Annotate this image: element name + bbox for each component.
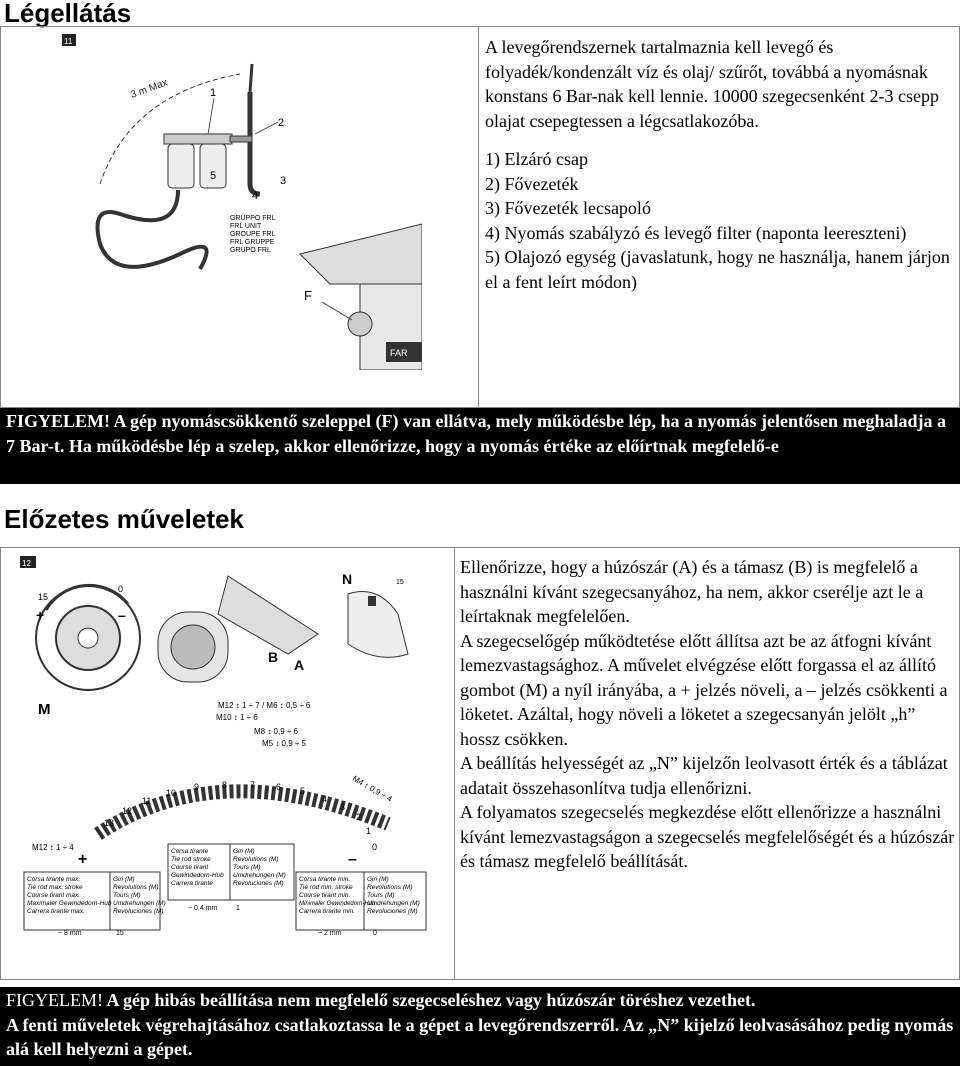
- warning-text: A fenti műveletek végrehajtásához csatlakoztassa le a gépet a levegőrendszerről. Az „N” kijelző leolvasásához pedig nyomás alá kell helyezni a gépet.: [6, 1014, 954, 1059]
- figure-number: 12: [22, 559, 31, 568]
- svg-text:Revolutions (M): Revolutions (M): [113, 884, 159, 891]
- svg-text:Giri (M): Giri (M): [367, 876, 389, 883]
- svg-text:3: 3: [280, 175, 287, 187]
- letter-n: N: [342, 571, 353, 587]
- svg-text:Umdrehungen (M): Umdrehungen (M): [113, 900, 166, 907]
- svg-text:Tie rod min. stroke: Tie rod min. stroke: [299, 884, 353, 891]
- preparation-paragraph: A folyamatos szegecselés megkezdése előtt ellenőrizze a használni kívánt lemezvastagságon a szegecselés megfelelőségét és a húzószár és támasz megfelelő beállítását.: [460, 802, 955, 871]
- svg-text:GRUPPO FRL: GRUPPO FRL: [230, 215, 276, 222]
- svg-text:3 m Max: 3 m Max: [129, 77, 170, 101]
- svg-text:Tours (M): Tours (M): [233, 864, 261, 871]
- list-item: 1) Elzáró csap: [485, 149, 588, 169]
- svg-text:B: B: [268, 649, 279, 665]
- svg-text:Umdrehungen (M): Umdrehungen (M): [233, 872, 286, 879]
- svg-text:0: 0: [372, 842, 378, 852]
- svg-text:A: A: [294, 657, 305, 673]
- svg-text:M10 ↕ 1 ÷ 6: M10 ↕ 1 ÷ 6: [216, 713, 258, 722]
- svg-text:M12 ↕ 1 ÷ 7 / M6 ↕ 0,5 ÷ 6: M12 ↕ 1 ÷ 7 / M6 ↕ 0,5 ÷ 6: [218, 701, 311, 710]
- svg-text:0: 0: [118, 584, 124, 594]
- list-item: 2) Fővezeték: [485, 173, 579, 194]
- svg-text:M4 ↕ 0,9 ÷ 4: M4 ↕ 0,9 ÷ 4: [351, 773, 394, 804]
- svg-text:12: 12: [122, 806, 133, 816]
- svg-text:FAR: FAR: [390, 348, 408, 358]
- svg-text:Revoluciones (M): Revoluciones (M): [113, 908, 164, 915]
- panel-divider: [454, 547, 455, 980]
- svg-text:Tours (M): Tours (M): [367, 892, 395, 899]
- figure-11-air-line: [60, 34, 422, 370]
- list-item: 5) Olajozó egység (javaslatunk, hogy ne használja, hanem járjon el a fent leírt módon): [485, 247, 950, 292]
- svg-text:Revolutions (M): Revolutions (M): [233, 856, 279, 863]
- svg-text:Carrera tirante: Carrera tirante: [171, 880, 213, 887]
- svg-text:10: 10: [166, 788, 177, 798]
- svg-text:~ 8 mm: ~ 8 mm: [58, 930, 82, 937]
- svg-text:4: 4: [252, 190, 259, 202]
- svg-text:2: 2: [278, 117, 285, 129]
- svg-text:6: 6: [276, 782, 282, 792]
- svg-text:Revoluciones (M): Revoluciones (M): [233, 880, 284, 887]
- svg-text:9: 9: [194, 782, 200, 792]
- svg-text:11: 11: [142, 796, 152, 806]
- svg-text:1: 1: [366, 826, 372, 836]
- svg-text:Umdrehungen (M): Umdrehungen (M): [367, 900, 420, 907]
- preparation-paragraph: Ellenőrizze, hogy a húzószár (A) és a támasz (B) is megfelelő a használni kívánt szegecsanyához, ha nem, akkor cserélje azt le a leírtaknak megfelelően.: [460, 557, 924, 626]
- svg-text:GROUPE FRL: GROUPE FRL: [230, 231, 276, 238]
- svg-text:15: 15: [116, 930, 124, 937]
- svg-text:+: +: [78, 851, 88, 868]
- figure-number: 11: [64, 37, 73, 46]
- svg-text:M5 ↕ 0,9 ÷ 5: M5 ↕ 0,9 ÷ 5: [262, 739, 306, 748]
- svg-text:1: 1: [210, 87, 217, 99]
- preparation-text: [460, 555, 955, 874]
- svg-text:5: 5: [300, 786, 306, 796]
- svg-text:Course tirant max.: Course tirant max.: [27, 892, 81, 899]
- svg-text:Tie rod max. stroke: Tie rod max. stroke: [27, 884, 83, 891]
- panel-divider: [478, 26, 479, 408]
- warning-label: FIGYELEM!: [6, 411, 111, 431]
- svg-text:Corsa tirante min.: Corsa tirante min.: [299, 876, 351, 883]
- svg-text:M12 ↕ 1 ÷ 4: M12 ↕ 1 ÷ 4: [32, 843, 74, 852]
- preparation-paragraph: A beállítás helyességét az „N” kijelzőn leolvasott érték és a táblázat adatait összehasonlítva tudja ellenőrizni.: [460, 753, 948, 798]
- svg-text:2: 2: [356, 812, 362, 822]
- svg-text:Revolutions (M): Revolutions (M): [367, 884, 413, 891]
- svg-text:Course tirant: Course tirant: [171, 864, 209, 871]
- svg-text:0: 0: [373, 930, 377, 937]
- warning-label: FIGYELEM!: [6, 990, 103, 1010]
- section-heading-preparation: Előzetes műveletek: [4, 504, 244, 534]
- svg-text:3: 3: [340, 802, 346, 812]
- svg-text:–: –: [118, 607, 126, 623]
- svg-text:Tie rod stroke: Tie rod stroke: [171, 856, 211, 863]
- warning-text: A gép hibás beállítása nem megfelelő szegecseléshez vagy húzószár töréshez vezethet.: [103, 990, 756, 1010]
- air-supply-paragraph: A levegőrendszernek tartalmaznia kell levegő és folyadék/kondenzált víz és olaj/ szűrőt, továbbá a nyomásnak konstans 6 Bar-nak kell lennie. 10000 szegecsenként 2-3 csepp olajat csepegtessen a légcsatlakozóba.: [485, 37, 940, 131]
- svg-text:Maximaler Gewindedorn-Hub: Maximaler Gewindedorn-Hub: [27, 900, 112, 907]
- svg-text:5: 5: [210, 170, 217, 182]
- svg-text:4: 4: [322, 794, 328, 804]
- svg-text:8: 8: [222, 780, 228, 790]
- warning-text: A gép nyomáscsökkentő szeleppel (F) van ellátva, mely működésbe lép, ha a nyomás jelentősen meghaladja a 7 Bar-t. Ha működésbe lép a szelep, akkor ellenőrizze, hogy a nyomás értéke az előírtnak megfelelő-e: [6, 411, 947, 456]
- warning-box-valve: [0, 408, 960, 484]
- svg-text:Giri (M): Giri (M): [113, 876, 135, 883]
- svg-text:FRL UNIT: FRL UNIT: [230, 223, 262, 230]
- svg-text:~ 2 mm: ~ 2 mm: [318, 930, 342, 937]
- svg-text:+: +: [36, 607, 45, 623]
- svg-text:FRL GRUPPE: FRL GRUPPE: [230, 239, 275, 246]
- svg-text:1: 1: [236, 905, 240, 912]
- svg-text:Minimaler Gewindedorn-Hub: Minimaler Gewindedorn-Hub: [299, 901, 376, 907]
- svg-text:13: 13: [104, 818, 115, 828]
- svg-text:15: 15: [38, 592, 49, 602]
- air-supply-text: [485, 35, 950, 294]
- svg-text:7: 7: [250, 780, 256, 790]
- svg-text:Carrera tirante min.: Carrera tirante min.: [299, 908, 355, 915]
- svg-text:Gewindedorn-Hub: Gewindedorn-Hub: [171, 872, 224, 879]
- figure-12-stroke-adjustment: [18, 554, 430, 950]
- section-heading-air-supply: Légellátás: [4, 0, 132, 28]
- svg-text:Tours (M): Tours (M): [113, 892, 141, 899]
- list-item: 4) Nyomás szabályzó és levegő filter (naponta leereszteni): [485, 222, 907, 243]
- list-item: 3) Fővezeték lecsapoló: [485, 198, 651, 218]
- svg-text:~ 0.4 mm: ~ 0.4 mm: [188, 905, 218, 912]
- letter-m: M: [38, 701, 51, 718]
- svg-text:Carrera tirante max.: Carrera tirante max.: [27, 908, 85, 915]
- svg-text:–: –: [348, 851, 357, 868]
- svg-text:M8 ↕ 0,9 ÷ 6: M8 ↕ 0,9 ÷ 6: [254, 727, 298, 736]
- svg-text:15: 15: [396, 579, 404, 586]
- preparation-paragraph: A szegecselőgép működtetése előtt állítsa azt be az átfogni kívánt lemezvastagsághoz. A művelet elvégzése előtt forgassa el az állító gombot (M) a nyíl irányába, a + jelzés növeli, a – jelzés csökkenti a löketet. Azáltal, hogy növeli a löketet a szegecsanyán jelölt „h” hossz csökken.: [460, 630, 948, 749]
- svg-text:Corsa tirante max.: Corsa tirante max.: [27, 876, 81, 883]
- svg-text:GRUPO FRL: GRUPO FRL: [230, 247, 271, 254]
- svg-text:Course tirant min.: Course tirant min.: [299, 892, 351, 899]
- svg-text:Revoluciones (M): Revoluciones (M): [367, 908, 418, 915]
- svg-text:Giri (M): Giri (M): [233, 848, 255, 855]
- warning-box-adjustment: [0, 987, 960, 1066]
- svg-text:Corsa tirante: Corsa tirante: [171, 848, 209, 855]
- svg-text:F: F: [304, 288, 312, 303]
